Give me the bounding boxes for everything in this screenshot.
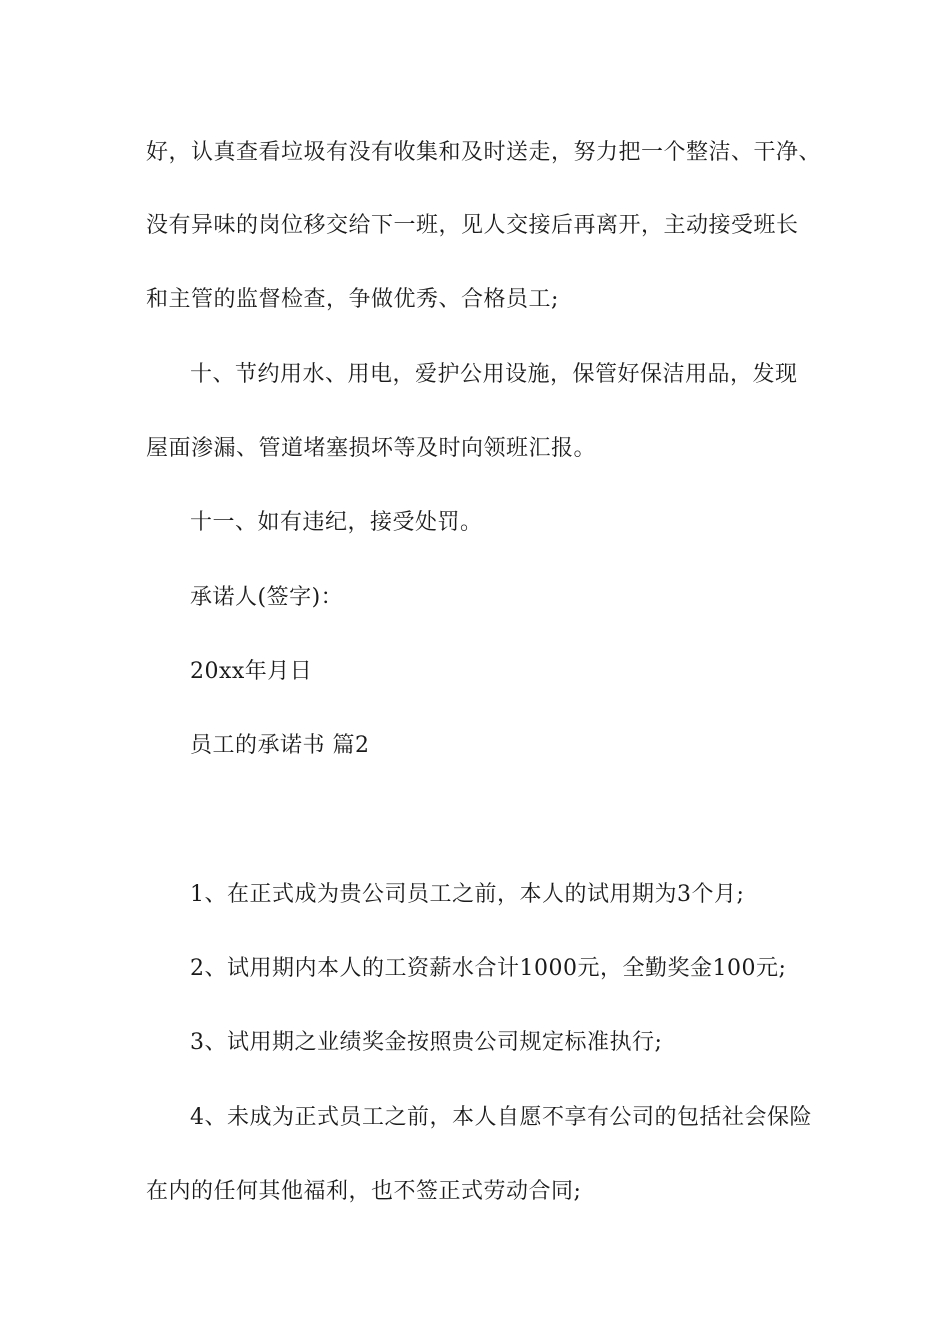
list-item-1: 1、在正式成为贵公司员工之前，本人的试用期为3个月; [190, 882, 745, 907]
paragraph-line: 屋面渗漏、管道堵塞损坏等及时向领班汇报。 [146, 436, 597, 461]
list-item-4-continued: 在内的任何其他福利，也不签正式劳动合同; [146, 1179, 582, 1204]
item-eleven-line: 十一、如有违纪，接受处罚。 [190, 510, 483, 535]
section-heading: 员工的承诺书 篇2 [190, 733, 370, 758]
item-ten-line: 十、节约用水、用电，爱护公用设施，保管好保洁用品，发现 [190, 362, 798, 387]
paragraph-line: 好，认真查看垃圾有没有收集和及时送走，努力把一个整洁、干净、 [146, 140, 822, 165]
list-item-2: 2、试用期内本人的工资薪水合计1000元，全勤奖金100元; [190, 956, 787, 981]
date-line: 20xx年月日 [190, 659, 313, 684]
list-item-3: 3、试用期之业绩奖金按照贵公司规定标准执行; [190, 1030, 663, 1055]
paragraph-line: 没有异味的岗位移交给下一班，见人交接后再离开，主动接受班长 [146, 213, 799, 238]
paragraph-line: 和主管的监督检查，争做优秀、合格员工; [146, 287, 559, 312]
signature-label: 承诺人(签字)： [190, 585, 344, 610]
list-item-4: 4、未成为正式员工之前，本人自愿不享有公司的包括社会保险 [190, 1105, 812, 1130]
